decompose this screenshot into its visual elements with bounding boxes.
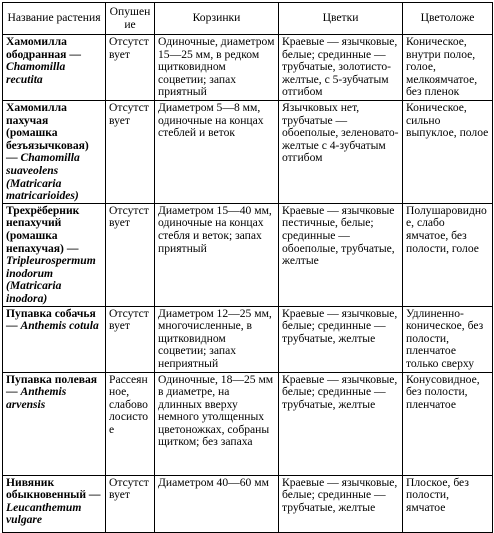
plant-latin-name: Anthemis arvensis bbox=[6, 385, 67, 411]
plant-name-cell bbox=[3, 203, 106, 306]
header-name: Название растения bbox=[3, 3, 106, 35]
plant-latin-name: Tripleurospermum inodorum (Matricaria inodora) bbox=[6, 254, 96, 305]
receptacle-cell: Полушаровидное, слабо ямчатое, без полости, голое bbox=[403, 203, 493, 306]
table-row bbox=[3, 475, 493, 532]
plant-name-cell bbox=[3, 306, 106, 372]
plant-name-cell bbox=[3, 101, 106, 204]
flowers-cell: Краевые — язычковые пестичные, белые; срединные — обоеполые, трубчатые, желтые bbox=[279, 203, 403, 306]
plant-name-cell bbox=[3, 372, 106, 475]
receptacle-cell: Коническое, сильно выпуклое, полое bbox=[403, 101, 493, 204]
plant-latin-name: Anthemis cotula bbox=[20, 319, 99, 333]
pubescence-cell: Отсутствует bbox=[106, 475, 155, 532]
plant-latin-name: Chamomilla recutita bbox=[6, 60, 66, 86]
table-row bbox=[3, 306, 493, 372]
header-baskets: Корзинки bbox=[155, 3, 279, 35]
header-receptacle: Цветоложе bbox=[403, 3, 493, 35]
pubescence-cell: Отсутствует bbox=[106, 306, 155, 372]
baskets-cell: Диаметром 15—40 мм, одиночные на концах стебля и веток; запах приятный bbox=[155, 203, 279, 306]
baskets-cell: Диаметром 5—8 мм, одиночные на концах стеблей и веток bbox=[155, 101, 279, 204]
plant-name: Пупавка полевая — bbox=[6, 372, 98, 399]
flowers-cell: Краевые — язычковые, белые; срединные — трубчатые, золотисто-желтые, с 5-зубчатым отгибом bbox=[279, 35, 403, 101]
flowers-cell: Краевые — язычковые, белые; срединные — трубчатые, желтые bbox=[279, 475, 403, 532]
receptacle-cell: Плоское, без полости, ямчатое bbox=[403, 475, 493, 532]
plant-name-cell bbox=[3, 35, 106, 101]
plant-name: Пупавка собачья — bbox=[6, 306, 96, 333]
plant-name: Хамомилла ободранная — bbox=[6, 35, 81, 61]
flowers-cell: Краевые — язычковые, белые; срединные — трубчатые, желтые bbox=[279, 372, 403, 475]
baskets-cell: Диаметром 40—60 мм bbox=[155, 475, 279, 532]
plant-name: Трехрёберник непахучий (ромашка непахучая) — bbox=[6, 203, 80, 255]
header-pubescence: Опушение bbox=[106, 3, 155, 35]
baskets-cell: Одиночные, диаметром 15—25 мм, в редком щитковидном соцветии; запах приятный bbox=[155, 35, 279, 101]
plant-latin-name: Chamomilla suaveolens (Matricaria matricarioides) bbox=[6, 151, 80, 203]
pubescence-cell: Отсутствует bbox=[106, 101, 155, 204]
pubescence-cell: Отсутствует bbox=[106, 203, 155, 306]
pubescence-cell: Рассеянное, слабоволосистое bbox=[106, 372, 155, 475]
plant-name: Хамомилла пахучая (ромашка безъязычковая) — bbox=[6, 101, 89, 165]
pubescence-cell: Отсутствует bbox=[106, 35, 155, 101]
plant-name: Нивяник обыкновенный — bbox=[6, 475, 101, 502]
baskets-cell: Диаметром 12—25 мм, многочисленные, в щитковидном соцветии; запах неприятный bbox=[155, 306, 279, 372]
table-row bbox=[3, 203, 493, 306]
table-row bbox=[3, 35, 493, 101]
baskets-cell: Одиночные, 18—25 мм в диаметре, на длинных вверху немного утолщенных цветоножках, собраны щитком; без запаха bbox=[155, 372, 279, 475]
plant-latin-name: Leucanthemum vulgare bbox=[6, 500, 82, 527]
plant-comparison-table bbox=[2, 2, 493, 533]
table-row bbox=[3, 372, 493, 475]
table-row bbox=[3, 101, 493, 204]
receptacle-cell: Удлиненно-коническое, без полости, пленчатое только сверху bbox=[403, 306, 493, 372]
flowers-cell: Краевые — язычковые, белые; срединные — трубчатые, желтые bbox=[279, 306, 403, 372]
receptacle-cell: Коническое, внутри полое, голое, мелкоямчатое, без пленок bbox=[403, 35, 493, 101]
table-header-row bbox=[3, 3, 493, 35]
header-flowers: Цветки bbox=[279, 3, 403, 35]
flowers-cell: Язычковых нет, трубчатые — обоеполые, зеленовато-желтые с 4-зубчатым отгибом bbox=[279, 101, 403, 204]
receptacle-cell: Конусовидное, без полости, пленчатое bbox=[403, 372, 493, 475]
plant-name-cell bbox=[3, 475, 106, 532]
